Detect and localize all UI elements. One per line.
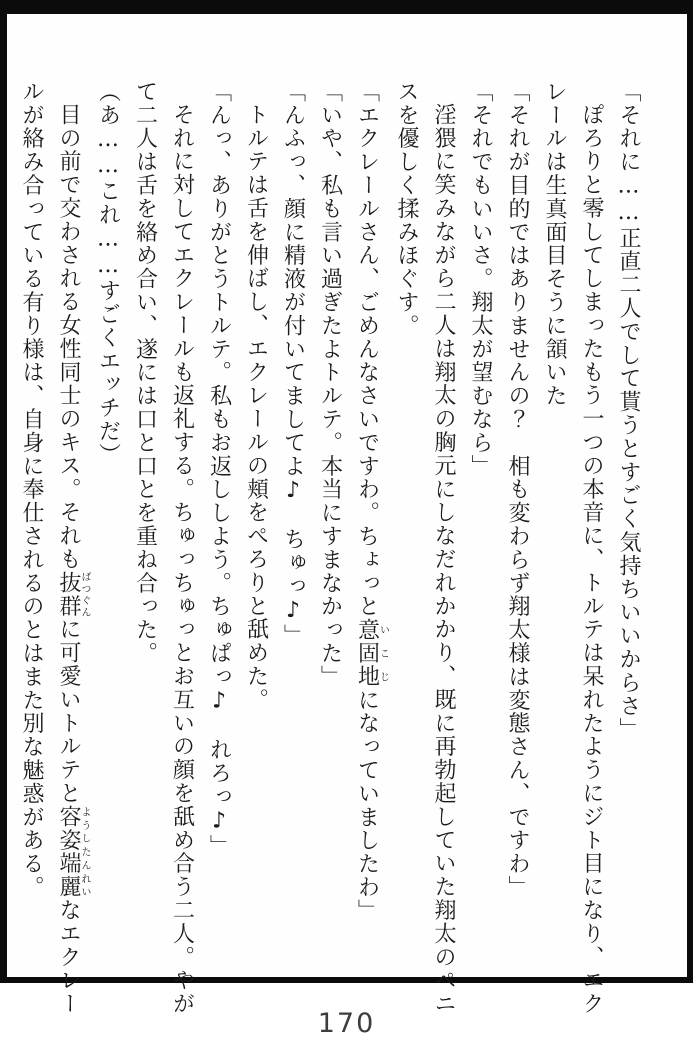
text-line: ぽろりと零してしまったもう一つの本音に、トルテは呆れたようにジト目になり、エク	[579, 103, 604, 1016]
text-line: 「んふっ、顔に精液が付いてましてよ♪ ちゅっ♪」	[280, 80, 306, 648]
text-line: 「それが目的ではありませんの？ 相も変わらず翔太様は変態さん、ですわ」	[505, 80, 530, 899]
text-line: 「それに……正直二人でして貰うとすごく気持ちいいからさ」	[616, 80, 641, 742]
text-line: ルが絡み合っている有り様は、自身に奉仕されるのとはまた別な魅惑がある。	[19, 80, 44, 899]
text-columns	[11, 80, 647, 1016]
text-line: て二人は舌を絡め合い、遂には口と口とを重ね合った。	[132, 80, 158, 665]
text-line: トルテは舌を伸ばし、エクレールの頬をぺろりと舐めた。	[243, 103, 269, 712]
text-line: それに対してエクレールも返礼する。ちゅっちゅっとお互いの顔を舐め合う二人。やが	[169, 103, 195, 1016]
text-line: （あ……これ……すごくエッチだ）	[95, 80, 121, 467]
text-line: レールは生真面目そうに頷いた	[542, 80, 567, 408]
text-line: 淫猥に笑みながら二人は翔太の胸元にしなだれかかり、既に再勃起していた翔太のペニ	[431, 103, 456, 1016]
text-line: 「んっ、ありがとうトルテ。私もお返ししよう。ちゅぱっ♪ れろっ♪」	[206, 80, 232, 859]
page-number: 170	[317, 1008, 376, 1039]
text-line: 「それでもいいさ。翔太が望むなら」	[468, 80, 493, 478]
text-line: 「いや、私も言い過ぎたよトルテ。本当にすまなかった」	[317, 80, 343, 689]
text-line: 「エクレールさん、ごめんなさいですわ。ちょっと意固地いこじになっていましたわ」	[354, 80, 389, 923]
text-line: スを優しく揉みほぐす。	[394, 80, 419, 338]
text-line: 目の前で交わされる女性同士のキス。それも抜群ばつぐんに可愛いトルテと容姿端麗ようしたんれいなエクレー	[56, 103, 90, 1016]
